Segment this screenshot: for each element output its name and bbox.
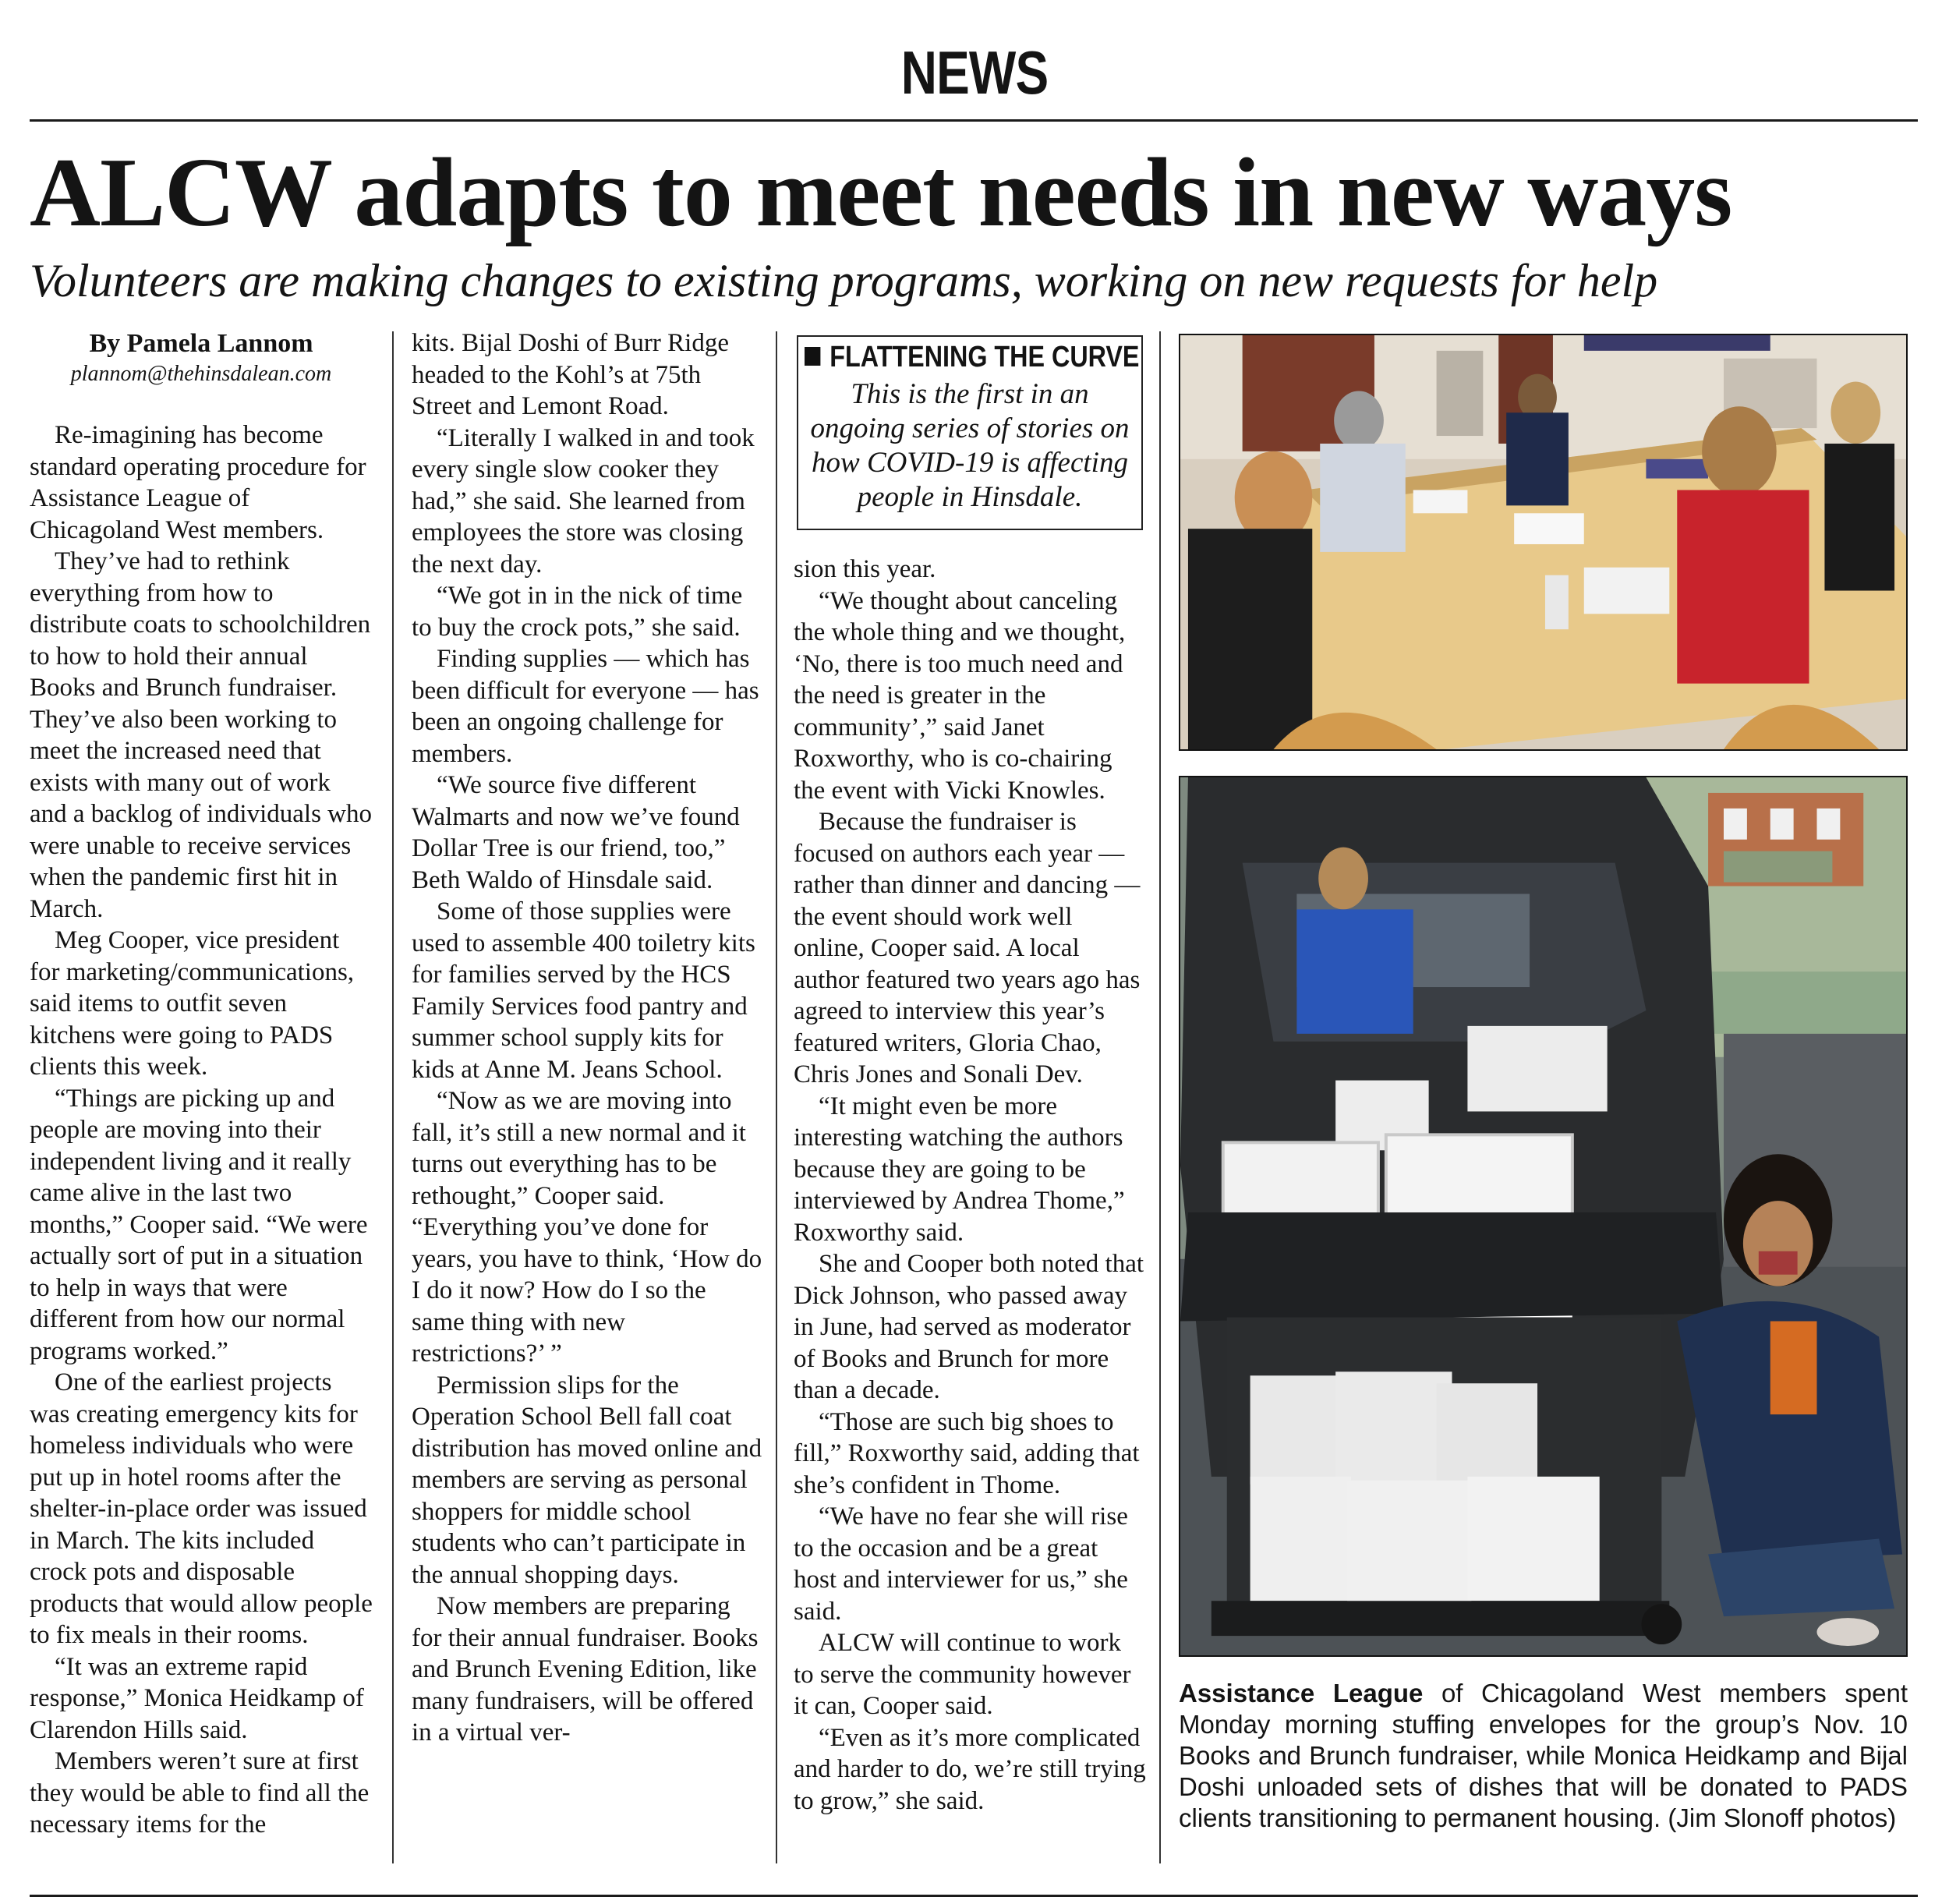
paragraph: Some of those supplies were used to assemble 400 toiletry kits for families served by the HCS Family Services food pantry and summer school supply kits for kids at Anne M. Jeans School. — [412, 897, 755, 1084]
deck-subheadline: Volunteers are making changes to existing programs, working on new requests for help — [30, 255, 1658, 306]
sidebar-title: FLATTENING THE CURVE — [805, 340, 1085, 374]
paragraph: Finding supplies — which has been difficult for everyone — has been an ongoing challenge for members. — [412, 645, 759, 768]
paragraph: Meg Cooper, vice president for marketing/communications, said items to outfit seven kitchens were going to PADS clients this week. — [30, 926, 355, 1081]
section-label: NEWS — [900, 38, 1049, 107]
paragraph: “It might even be more interesting watching the authors because they are going to be interviewed by Andrea Thome,” Roxworthy said. — [794, 1092, 1125, 1247]
sidebar-text: This is the first in an ongoing series of stories on how COVID-19 is affecting people in Hinsdale. — [810, 378, 1130, 513]
paragraph: They’ve had to rethink everything from how to distribute coats to schoolchildren to how to hold their annual Books and Brunch fundraiser. They’ve also been working to meet the increased need that exists with many out of work and a backlog of individuals who were unable to receive services when the pandemic first hit in March. — [30, 547, 372, 923]
photo-volunteers-table — [1179, 334, 1908, 751]
paragraph: Permission slips for the Operation School Bell fall coat distribution has moved online and members are serving as personal shoppers for middle school students who can’t participate in the annual shopping days. — [412, 1371, 762, 1589]
column-divider — [776, 331, 777, 1863]
paragraph: kits. Bijal Doshi of Burr Ridge headed to the Kohl’s at 75th Street and Lemont Road. — [412, 329, 729, 420]
article-column-2 — [412, 327, 762, 1749]
byline-email[interactable]: plannom@thehinsdalean.com — [70, 362, 332, 386]
column-divider — [392, 331, 394, 1863]
paragraph: “It was an extreme rapid response,” Monica Heidkamp of Clarendon Hills said. — [30, 1652, 364, 1744]
article-column-1 — [30, 327, 373, 1841]
paragraph: sion this year. — [794, 555, 936, 583]
paragraph: Now members are preparing for their annual fundraiser. Books and Brunch Evening Edition, like many fundraisers, will be offered in a virtual ver- — [412, 1592, 759, 1747]
paragraph: “Literally I walked in and took every single slow cooker they had,” she said. She learned from employees the store was closing the next day. — [412, 423, 755, 579]
paragraph: Members weren’t sure at first they would be able to find all the necessary items for the — [30, 1747, 370, 1839]
photo-unloading-dishes — [1179, 776, 1908, 1657]
paragraph: “We have no fear she will rise to the occasion and be a great host and interviewer for us,” she said. — [794, 1502, 1128, 1626]
byline-author: By Pamela Lannom — [89, 329, 313, 358]
paragraph: “We got in in the nick of time to buy the crock pots,” she said. — [412, 582, 743, 642]
headline: ALCW adapts to meet needs in new ways — [30, 139, 1732, 247]
paragraph: “We source five different Walmarts and now we’ve found Dollar Tree is our friend, too,” Beth Waldo of Hinsdale said. — [412, 771, 740, 894]
paragraph: “We thought about canceling the whole thing and we thought, ‘No, there is too much need and the need is greater in the community’,” said Janet Roxworthy, who is co-chairing the event with Vicki Knowles. — [794, 586, 1126, 805]
column-divider — [1159, 331, 1161, 1863]
sidebar-box — [797, 335, 1143, 530]
paragraph: “Even as it’s more complicated and harder to do, we’re still trying to grow,” she said. — [794, 1723, 1146, 1815]
top-rule — [30, 119, 1918, 122]
paragraph: One of the earliest projects was creating emergency kits for homeless individuals who were put up in hotel rooms after the shelter-in-place order was issued in March. The kits included crock pots and disposable products that would allow people to fix meals in their rooms. — [30, 1368, 373, 1649]
paragraph: She and Cooper both noted that Dick Johnson, who passed away in June, had served as moderator of Books and Brunch for more than a decade. — [794, 1250, 1144, 1404]
bottom-rule — [30, 1895, 1918, 1897]
article-column-3 — [794, 554, 1146, 1817]
paragraph: “Now as we are moving into fall, it’s still a new normal and it turns out everything has to be rethought,” Cooper said. “Everything you’ve done for years, you have to think, ‘How do I do it now? How do I so the same thing with new restrictions?’ ” — [412, 1087, 762, 1368]
paragraph: Because the fundraiser is focused on authors each year — rather than dinner and dancing — the event should work well online, Cooper said. A local author featured two years ago has agreed to interview this year’s featured writers, Gloria Chao, Chris Jones and Sonali Dev. — [794, 808, 1141, 1088]
caption-lead: Assistance League — [1179, 1679, 1424, 1708]
photo-caption — [1179, 1678, 1908, 1834]
square-bullet-icon — [805, 347, 820, 366]
paragraph: ALCW will continue to work to serve the community however it can, Cooper said. — [794, 1629, 1131, 1720]
paragraph: “Those are such big shoes to fill,” Roxworthy said, adding that she’s confident in Thome. — [794, 1407, 1140, 1499]
paragraph: Re-imagining has become standard operating procedure for Assistance League of Chicagoland West members. — [30, 421, 366, 544]
paragraph: “Things are picking up and people are moving into their independent living and it really came alive in the last two months,” Cooper said. “We were actually sort of put in a situation to help in ways that were different from how our normal programs worked.” — [30, 1084, 368, 1365]
caption-text: of Chicagoland West members spent Monday morning stuffing envelopes for the group’s Nov. 10 Books and Brunch fundraiser, while Monica Heidkamp and Bijal Doshi unloaded sets of dishes that will be donated to PADS clients transitioning to permanent housing. (Jim Slonoff photos) — [1179, 1679, 1908, 1832]
